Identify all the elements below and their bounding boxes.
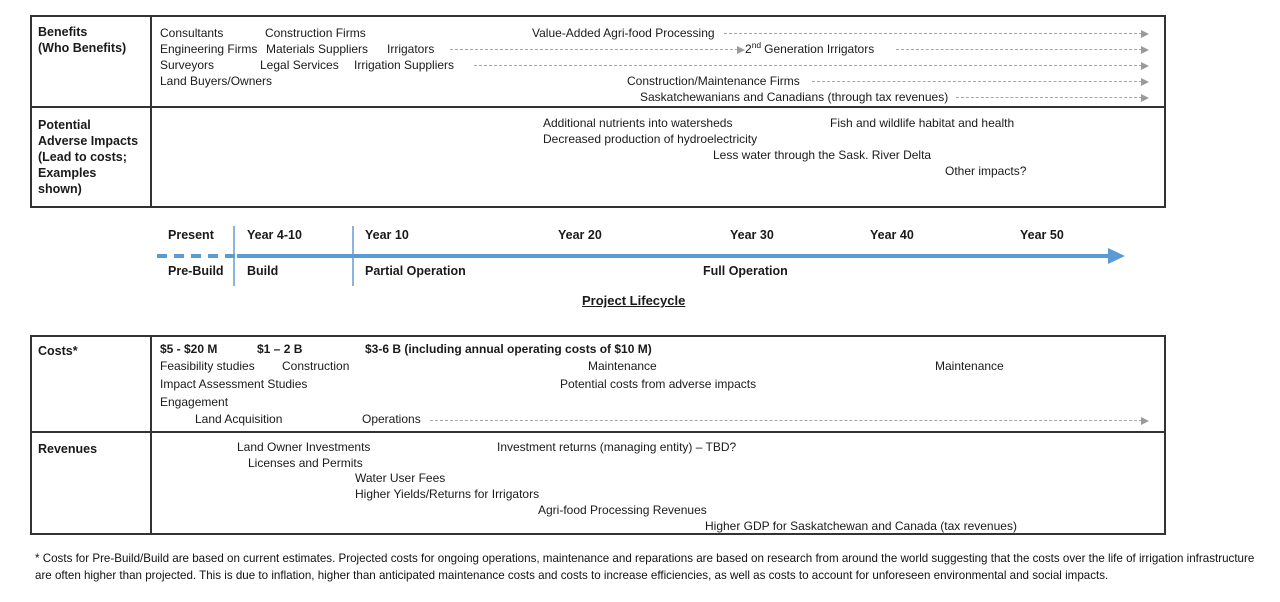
benefit-second-generation-irrigators xyxy=(745,42,874,57)
costs-revenues-label-divider xyxy=(150,337,152,533)
cost-construction: Construction xyxy=(282,359,350,373)
cost-amount-operation: $3-6 B (including annual operating costs of $10 M) xyxy=(365,342,652,356)
cost-impact-assessment-studies: Impact Assessment Studies xyxy=(160,377,308,391)
cost-maintenance-mid: Maintenance xyxy=(588,359,657,373)
adverse-row-label-line1: Potential xyxy=(38,118,91,132)
cost-land-acquisition: Land Acquisition xyxy=(195,412,283,426)
benefits-row-label-line1: Benefits xyxy=(38,25,88,39)
benefit-engineering-firms: Engineering Firms xyxy=(160,42,258,56)
benefit-value-added-processing: Value-Added Agri-food Processing xyxy=(532,26,715,40)
timeline-phase-full-operation: Full Operation xyxy=(703,264,788,278)
revenue-water-user-fees: Water User Fees xyxy=(355,471,446,485)
timeline-prebuild-dashed-segment xyxy=(157,254,237,258)
revenue-licenses-permits: Licenses and Permits xyxy=(248,456,363,470)
second-gen-base: 2 xyxy=(745,42,752,56)
revenue-agrifood-processing: Agri-food Processing Revenues xyxy=(538,503,707,517)
benefit-consultants: Consultants xyxy=(160,26,224,40)
timeline-year-10: Year 10 xyxy=(365,228,409,242)
sask-canadians-timespan-arrow xyxy=(956,97,1142,98)
benefit-legal-services: Legal Services xyxy=(260,58,339,72)
second-gen-timespan-arrow xyxy=(896,49,1142,50)
revenues-row-label: Revenues xyxy=(38,442,98,456)
cost-engagement: Engagement xyxy=(160,395,229,409)
timeline-arrowhead xyxy=(1108,248,1125,264)
timeline-year-30: Year 30 xyxy=(730,228,774,242)
benefits-impacts-label-divider xyxy=(150,17,152,206)
benefit-sask-canadians: Saskatchewanians and Canadians (through tax revenues) xyxy=(640,90,949,104)
construction-maintenance-timespan-arrow xyxy=(812,81,1142,82)
impact-sask-river-delta: Less water through the Sask. River Delta xyxy=(713,148,932,162)
timeline-caption: Project Lifecycle xyxy=(582,293,686,308)
impact-other: Other impacts? xyxy=(945,164,1027,178)
impact-nutrients-watersheds: Additional nutrients into watersheds xyxy=(543,116,733,130)
revenue-higher-yields: Higher Yields/Returns for Irrigators xyxy=(355,487,540,501)
value-added-timespan-arrow xyxy=(724,33,1142,34)
adverse-row-label-line5: shown) xyxy=(38,182,82,196)
benefit-irrigators: Irrigators xyxy=(387,42,435,56)
cost-maintenance-right: Maintenance xyxy=(935,359,1004,373)
revenue-land-owner-investments: Land Owner Investments xyxy=(237,440,371,454)
impact-hydroelectricity: Decreased production of hydroelectricity xyxy=(543,132,758,146)
timeline-year-40: Year 40 xyxy=(870,228,914,242)
timeline-phase-build: Build xyxy=(247,264,279,278)
second-gen-sup: nd xyxy=(751,40,762,50)
cost-operations: Operations xyxy=(362,412,421,426)
operations-timespan-arrow xyxy=(430,420,1142,421)
timeline-phase-prebuild: Pre-Build xyxy=(168,264,224,278)
timeline-year-50: Year 50 xyxy=(1020,228,1064,242)
benefit-materials-suppliers: Materials Suppliers xyxy=(266,42,369,56)
timeline-arrow-shaft xyxy=(237,254,1108,258)
cost-potential-adverse: Potential costs from adverse impacts xyxy=(560,377,757,391)
timeline-phase-partial-operation: Partial Operation xyxy=(365,264,466,278)
benefits-row-label-line2: (Who Benefits) xyxy=(38,41,127,55)
irrigation-suppliers-timespan-arrow xyxy=(474,65,1142,66)
benefit-irrigation-suppliers: Irrigation Suppliers xyxy=(354,58,455,72)
benefit-land-buyers-owners: Land Buyers/Owners xyxy=(160,74,273,88)
adverse-row-label-line3: (Lead to costs; xyxy=(38,150,127,164)
adverse-row-label-line4: Examples xyxy=(38,166,97,180)
timeline-year-20: Year 20 xyxy=(558,228,602,242)
revenue-investment-returns: Investment returns (managing entity) – TBD? xyxy=(497,440,737,454)
cost-feasibility-studies: Feasibility studies xyxy=(160,359,255,373)
benefit-construction-maintenance-firms: Construction/Maintenance Firms xyxy=(627,74,800,88)
impact-fish-wildlife: Fish and wildlife habitat and health xyxy=(830,116,1015,130)
benefit-construction-firms: Construction Firms xyxy=(265,26,366,40)
cost-amount-build: $1 – 2 B xyxy=(257,342,303,356)
costs-row-label: Costs* xyxy=(38,344,78,358)
timeline-year-present: Present xyxy=(168,228,214,242)
benefits-impacts-row-divider xyxy=(32,106,1164,108)
second-gen-rest: Generation Irrigators xyxy=(764,42,875,56)
benefit-surveyors: Surveyors xyxy=(160,58,215,72)
timeline-year-4-10: Year 4-10 xyxy=(247,228,302,242)
adverse-row-label-line2: Adverse Impacts xyxy=(38,134,139,148)
costs-footnote: * Costs for Pre-Build/Build are based on current estimates. Projected costs for ongoing operations, maintenance and reparations are based on research from around the world suggesting that the costs over the life of irrigation infrastructure are often higher than projected. This is due to inflation, higher than anticipated maintenance costs and costs to increase efficiencies, as well as costs to account for unforeseen environmental and social impacts. xyxy=(35,552,1255,582)
irrigators-timespan-line xyxy=(450,49,738,50)
cost-amount-prebuild: $5 - $20 M xyxy=(160,342,218,356)
costs-revenues-row-divider xyxy=(32,431,1164,433)
revenue-higher-gdp: Higher GDP for Saskatchewan and Canada (tax revenues) xyxy=(705,519,1017,533)
